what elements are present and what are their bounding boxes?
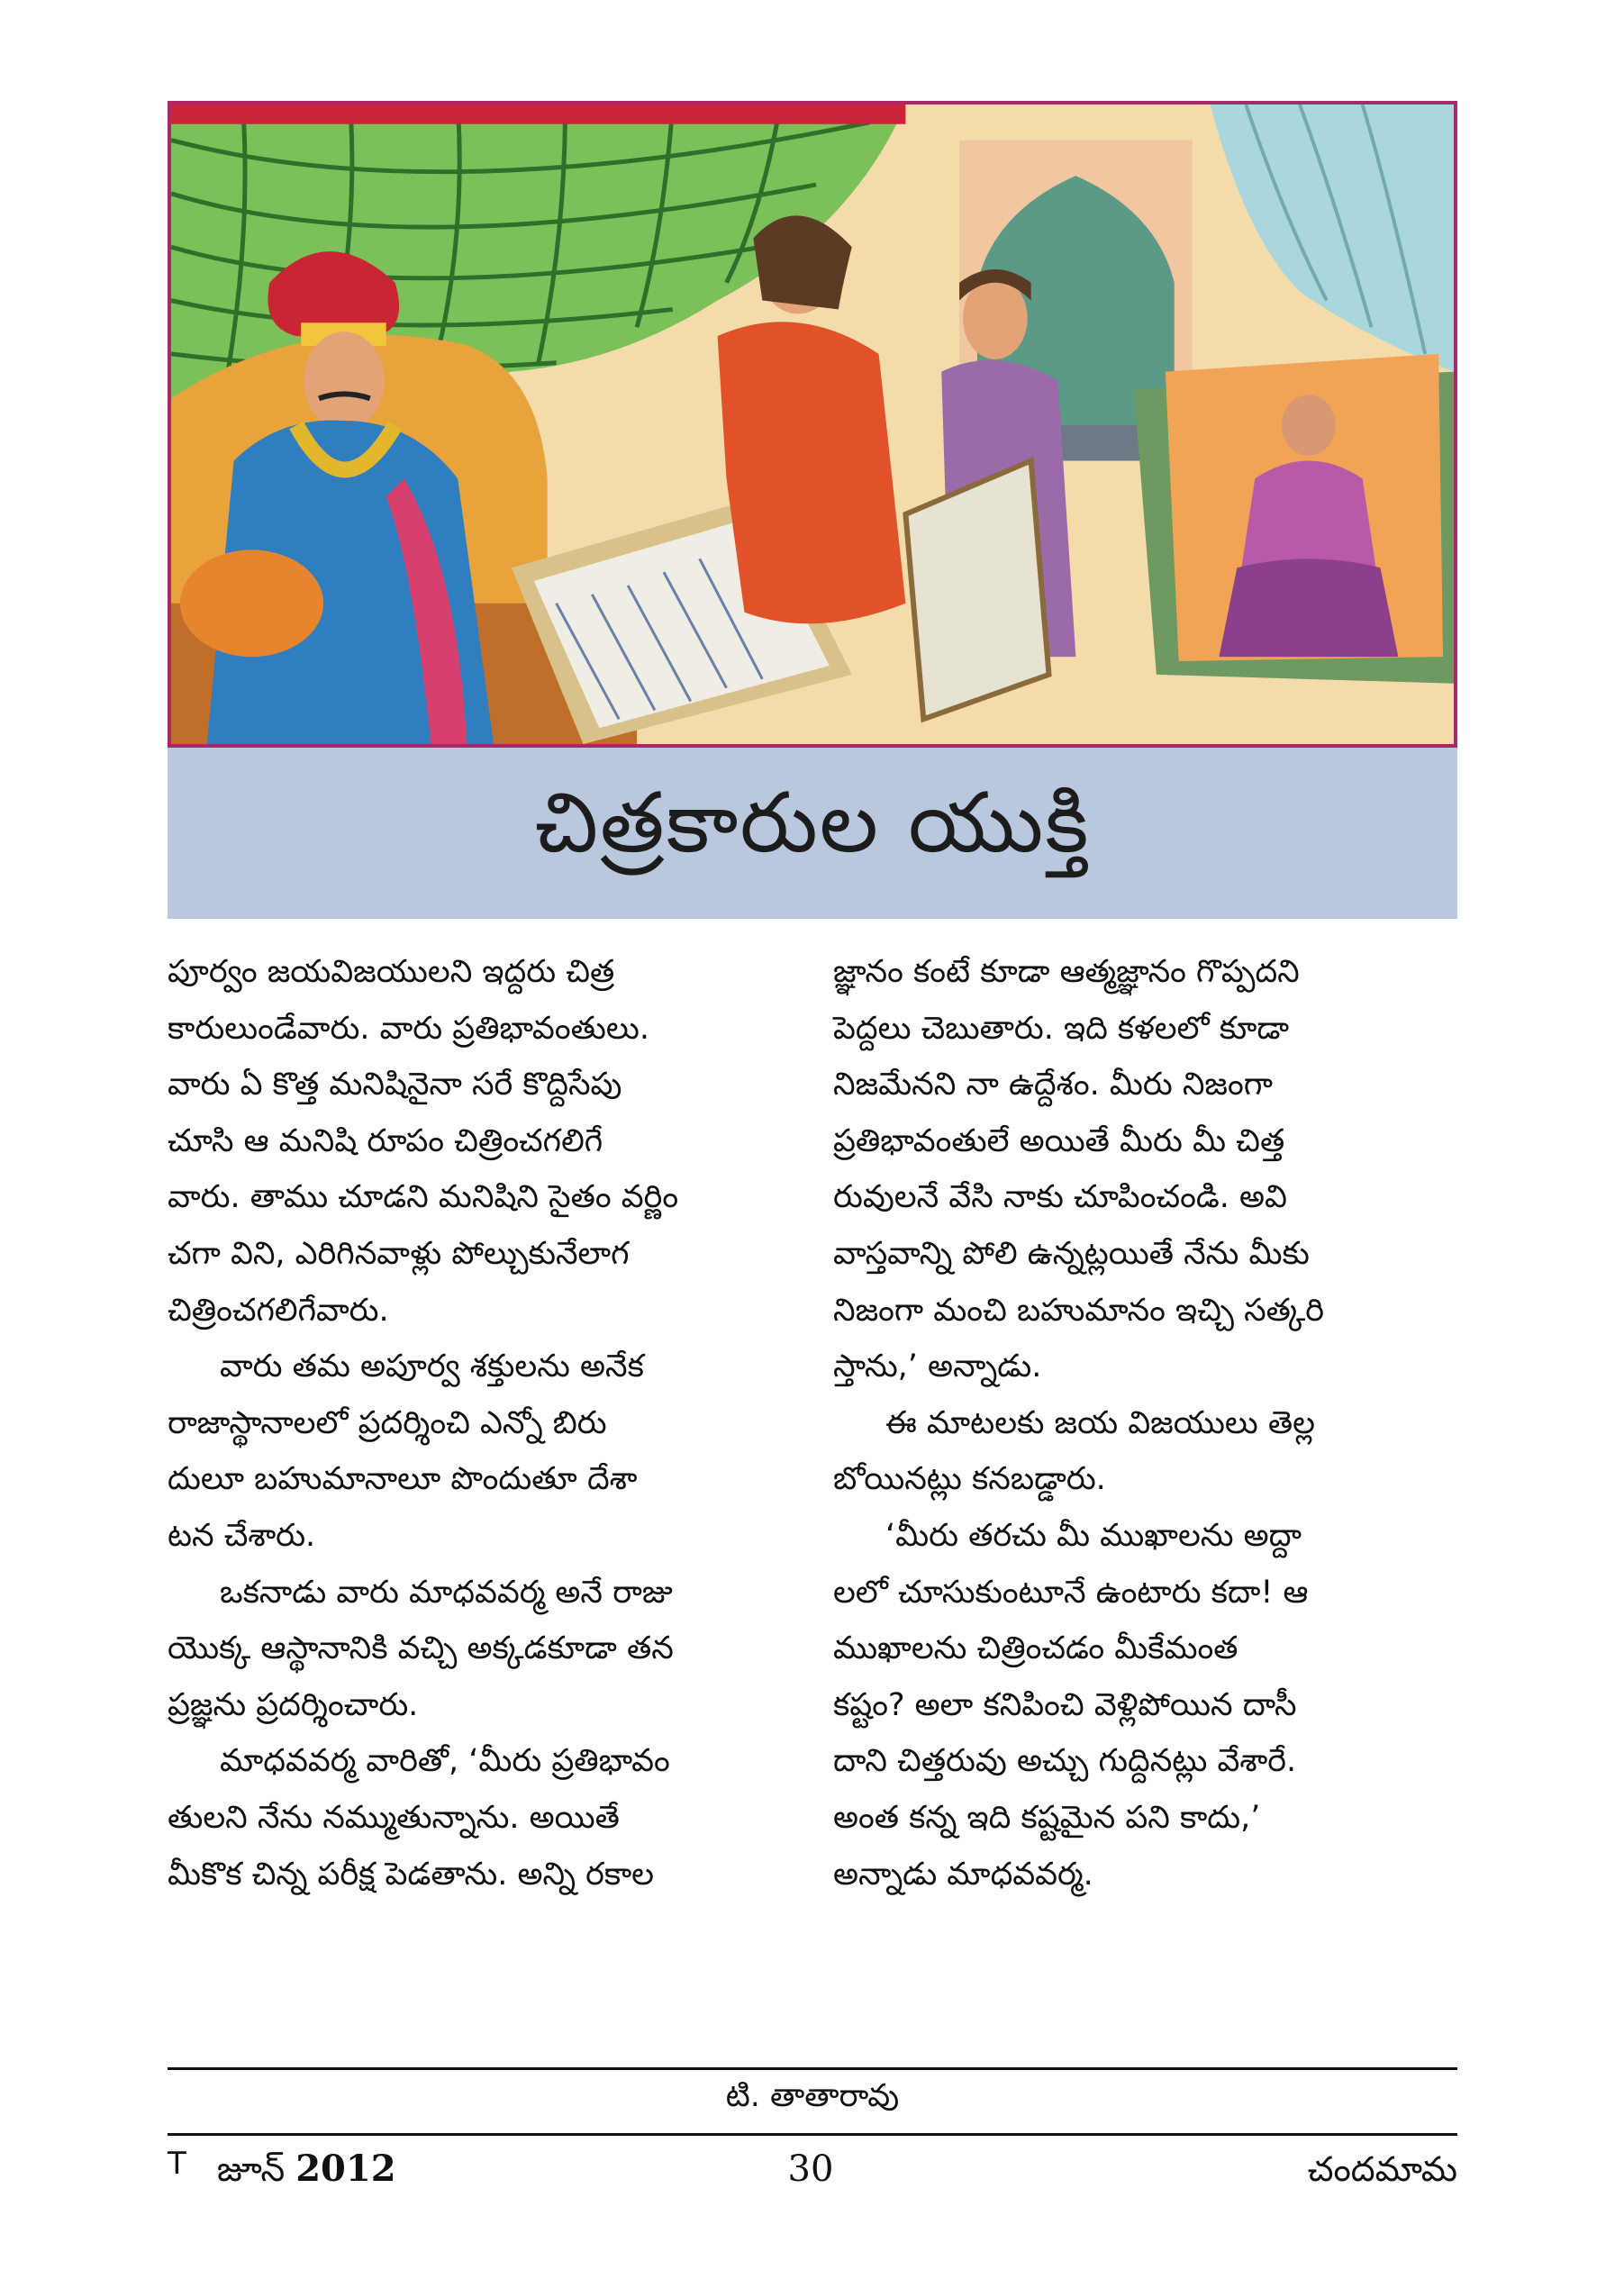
- text-line: ఒకనాడు వారు మాధవవర్మ అనే రాజు: [220, 1574, 673, 1611]
- issue-info: [168, 2144, 396, 2196]
- text-line: అంత కన్న ఇది కష్టమైన పని కాదు,’: [833, 1799, 1261, 1836]
- paragraph: [833, 1395, 1455, 1508]
- left-column: [168, 944, 789, 1902]
- text-line: కష్టం? అలా కనిపించి వెళ్లిపోయిన దాసీ: [833, 1686, 1297, 1723]
- paragraph: [833, 1508, 1455, 1902]
- text-line: ముఖాలను చిత్రించడం మీకేమంత: [833, 1630, 1238, 1667]
- text-line: యొక్క ఆస్థానానికి వచ్చి అక్కడకూడా తన: [168, 1630, 674, 1667]
- text-line: నిజంగా మంచి బహుమానం ఇచ్చి సత్కరి: [833, 1292, 1325, 1329]
- page-number: 30: [787, 2148, 834, 2190]
- text-line: రాజాస్థానాలలో ప్రదర్శించి ఎన్నో బిరు: [168, 1404, 607, 1441]
- author-byline: టి. తాతారావు: [725, 2078, 900, 2114]
- story-title: చిత్రకారుల యుక్తి: [534, 775, 1091, 871]
- title-band: [168, 748, 1457, 919]
- text-line: పెద్దలు చెబుతారు. ఇది కళలలో కూడా: [833, 1010, 1290, 1047]
- text-line: వారు. తాము చూడని మనిషిని సైతం వర్ణిం: [168, 1179, 679, 1216]
- paragraph: [168, 1565, 789, 1734]
- text-line: ప్రజ్ఞను ప్రదర్శించారు.: [168, 1686, 419, 1723]
- text-line: మాధవవర్మ వారితో, ‘మీరు ప్రతిభావం: [220, 1743, 670, 1780]
- text-line: చిత్రించగలిగేవారు.: [168, 1292, 389, 1329]
- text-line: స్తాను,’ అన్నాడు.: [833, 1348, 1042, 1385]
- text-line: లలో చూసుకుంటూనే ఉంటారు కదా! ఆ: [833, 1574, 1309, 1611]
- divider-top: [168, 2067, 1457, 2070]
- text-line: వారు ఏ కొత్త మనిషినైనా సరే కొద్దిసేపు: [168, 1067, 622, 1103]
- text-line: అన్నాడు మాధవవర్మ.: [833, 1856, 1093, 1893]
- paragraph: [833, 944, 1455, 1395]
- text-line: చగా విని, ఎరిగినవాళ్లు పోల్చుకునేలాగ: [168, 1235, 630, 1272]
- portrait-painting-icon: [1134, 354, 1454, 684]
- story-illustration: [168, 101, 1457, 748]
- text-line: ‘మీరు తరచు మీ ముఖాలను అద్దా: [885, 1517, 1302, 1554]
- text-line: మీకొక చిన్న పరీక్ష పెడతాను. అన్ని రకాల: [168, 1856, 654, 1893]
- text-line: పూర్వం జయవిజయులని ఇద్దరు చిత్ర: [168, 954, 615, 990]
- text-line: ప్రతిభావంతులే అయితే మీరు మీ చిత్త: [833, 1122, 1285, 1159]
- divider-bottom: [168, 2133, 1457, 2136]
- text-line: జ్ఞానం కంటే కూడా ఆత్మజ్ఞానం గొప్పదని: [833, 954, 1300, 990]
- text-line: వారు తమ అపూర్వ శక్తులను అనేక: [220, 1348, 644, 1385]
- text-line: రువులనే వేసి నాకు చూపించండి. అవి: [833, 1179, 1287, 1216]
- issue-month: జూన్: [216, 2149, 286, 2189]
- text-line: తులని నేను నమ్ముతున్నాను. అయితే: [168, 1799, 620, 1836]
- issue-year: 2012: [295, 2147, 396, 2190]
- text-line: నిజమేనని నా ఉద్దేశం. మీరు నిజంగా: [833, 1067, 1273, 1103]
- text-line: కారులుండేవారు. వారు ప్రతిభావంతులు.: [168, 1010, 649, 1047]
- text-line: బోయినట్లు కనబడ్డారు.: [833, 1461, 1106, 1498]
- text-line: వాస్తవాన్ని పోలి ఉన్నట్లయితే నేను మీకు: [833, 1235, 1310, 1272]
- paragraph: [168, 944, 789, 1339]
- text-line: దులూ బహుమానాలూ పొందుతూ దేశా: [168, 1461, 638, 1498]
- text-line: టన చేశారు.: [168, 1517, 316, 1554]
- magazine-name: చందమామ: [1307, 2149, 1457, 2189]
- text-line: దాని చిత్తరువు అచ్చు గుద్దినట్లు వేశారే.: [833, 1743, 1297, 1780]
- paragraph: [168, 1339, 789, 1564]
- right-column: [833, 944, 1455, 1902]
- text-line: చూసి ఆ మనిషి రూపం చిత్రించగలిగే: [168, 1122, 603, 1159]
- paragraph: [168, 1733, 789, 1902]
- text-line: ఈ మాటలకు జయ విజయులు తెల్ల: [885, 1404, 1315, 1441]
- issue-code: T: [168, 2146, 186, 2182]
